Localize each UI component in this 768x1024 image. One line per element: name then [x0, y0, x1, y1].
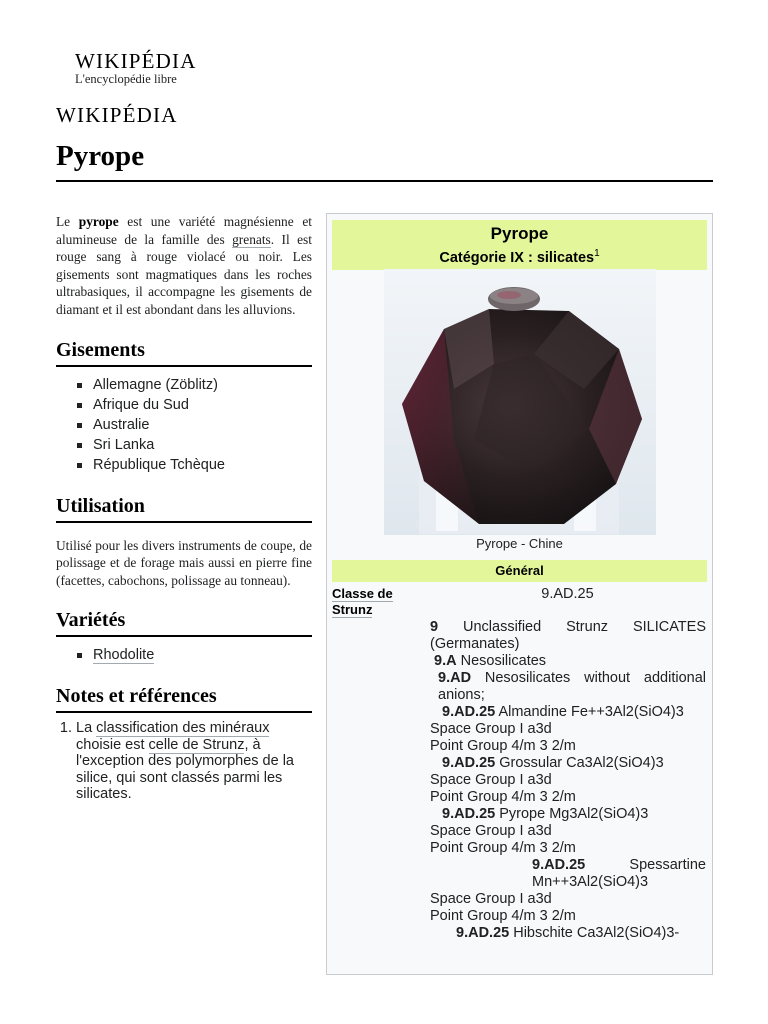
code-desc: Unclassified Strunz SILICATES (Germanates)	[430, 619, 707, 652]
detail-row	[430, 755, 706, 772]
detail-row	[430, 857, 706, 891]
code-bold: 9.AD.25	[442, 806, 496, 822]
code-bold: 9.AD	[438, 670, 472, 686]
code-bold: 9.AD.25	[442, 704, 496, 720]
varietes-list	[56, 645, 312, 665]
space-group: Space Group I a3d	[430, 721, 552, 737]
point-group: Point Group 4/m 3 2/m	[430, 789, 576, 805]
logo-wordmark: WIKIPÉDIA	[75, 49, 197, 73]
image-caption: Pyrope - Chine	[476, 536, 563, 551]
heading-gisements: Gisements	[56, 339, 312, 367]
code-bold: 9.A	[434, 653, 457, 669]
pyrope-crystal-picture	[384, 269, 656, 535]
detail-row	[430, 670, 706, 704]
detail-row	[430, 653, 706, 670]
wikipedia-wordmark[interactable]: WIKIPÉDIA	[56, 103, 178, 127]
point-group: Point Group 4/m 3 2/m	[430, 738, 576, 754]
infobox	[326, 213, 713, 975]
code-bold: 9.AD.25	[532, 857, 586, 873]
reference-item	[76, 720, 312, 803]
intro-text-2: est une variété magnésienne et alumineuse de la famille des	[56, 214, 312, 247]
code-desc: Hibschite Ca3Al2(SiO4)3-	[513, 925, 680, 941]
references-list	[56, 720, 312, 803]
code-bold: 9.AD.25	[442, 755, 496, 771]
intro-text-3: . Il est rouge sang à rouge violacé ou noir. Les gisements sont magmatiques dans les roches ultrabasiques, il accompagne les gisements de diamant et il est abondant dans les alluvions.	[56, 231, 312, 317]
strunz-details	[430, 619, 706, 942]
detail-row	[430, 806, 706, 823]
detail-row	[430, 619, 706, 653]
list-item: Afrique du Sud	[76, 395, 312, 415]
code-bold: 9.AD.25	[456, 925, 510, 941]
code-desc: Almandine Fe++3Al2(SiO4)3	[498, 704, 684, 720]
category-text: Catégorie IX : silicates	[439, 249, 595, 266]
mineral-image[interactable]	[384, 269, 656, 535]
infobox-title: Pyrope	[490, 224, 549, 243]
heading-utilisation: Utilisation	[56, 495, 312, 523]
infobox-header	[332, 220, 707, 270]
intro-text-1: Le	[56, 214, 79, 229]
list-item: République Tchèque	[76, 455, 312, 475]
utilisation-paragraph: Utilisé pour les divers instruments de coupe, de polissage et de forage mais aussi en pierre fine (facettes, cabochons, polissage au tonneau).	[56, 537, 312, 588]
infobox-category	[332, 244, 707, 268]
detail-row	[430, 925, 706, 942]
list-item	[76, 645, 312, 665]
link-classification[interactable]: classification des minéraux	[96, 720, 270, 737]
code-desc: Grossular Ca3Al2(SiO4)3	[499, 755, 664, 771]
space-group: Space Group I a3d	[430, 891, 552, 907]
link-rhodolite[interactable]: Rhodolite	[93, 647, 155, 664]
link-grenats[interactable]: grenats	[232, 231, 271, 247]
code-desc: Pyrope Mg3Al2(SiO4)3	[499, 806, 649, 822]
list-item: Australie	[76, 415, 312, 435]
page-title: Pyrope	[56, 140, 145, 172]
code-bold: 9	[430, 619, 439, 635]
space-group: Space Group I a3d	[430, 823, 552, 839]
code-desc: Spessartine Mn++3Al2(SiO4)3	[532, 857, 706, 890]
ref-text: , à l'exception des polymorphes de la silice, qui sont classés parmi les silicates.	[76, 736, 294, 803]
gisements-list	[56, 375, 312, 475]
heading-varietes: Variétés	[56, 609, 312, 637]
label-strunz[interactable]	[332, 586, 422, 618]
link-strunz[interactable]: celle de Strunz	[148, 736, 245, 753]
point-group: Point Group 4/m 3 2/m	[430, 840, 576, 856]
section-general: Général	[332, 560, 707, 582]
space-group: Space Group I a3d	[430, 772, 552, 788]
ref-text: La	[76, 720, 97, 737]
ref-text: choisie est	[76, 736, 149, 753]
article-body	[56, 213, 312, 803]
heading-notes: Notes et références	[56, 685, 312, 713]
detail-row	[430, 704, 706, 721]
wikipedia-logo[interactable]	[75, 50, 197, 87]
intro-paragraph	[56, 213, 312, 319]
intro-bold-term: pyrope	[78, 214, 119, 229]
code-desc: Nesosilicates	[460, 653, 547, 669]
title-divider	[56, 180, 713, 182]
strunz-code: 9.AD.25	[541, 586, 594, 602]
point-group: Point Group 4/m 3 2/m	[430, 908, 576, 924]
category-ref[interactable]: 1	[594, 248, 600, 259]
list-item: Allemagne (Zöblitz)	[76, 375, 312, 395]
list-item: Sri Lanka	[76, 435, 312, 455]
logo-tagline: L'encyclopédie libre	[75, 72, 177, 86]
label-strunz-text: Classe de Strunz	[332, 586, 393, 617]
code-desc: Nesosilicates without additional anions;	[438, 670, 707, 703]
